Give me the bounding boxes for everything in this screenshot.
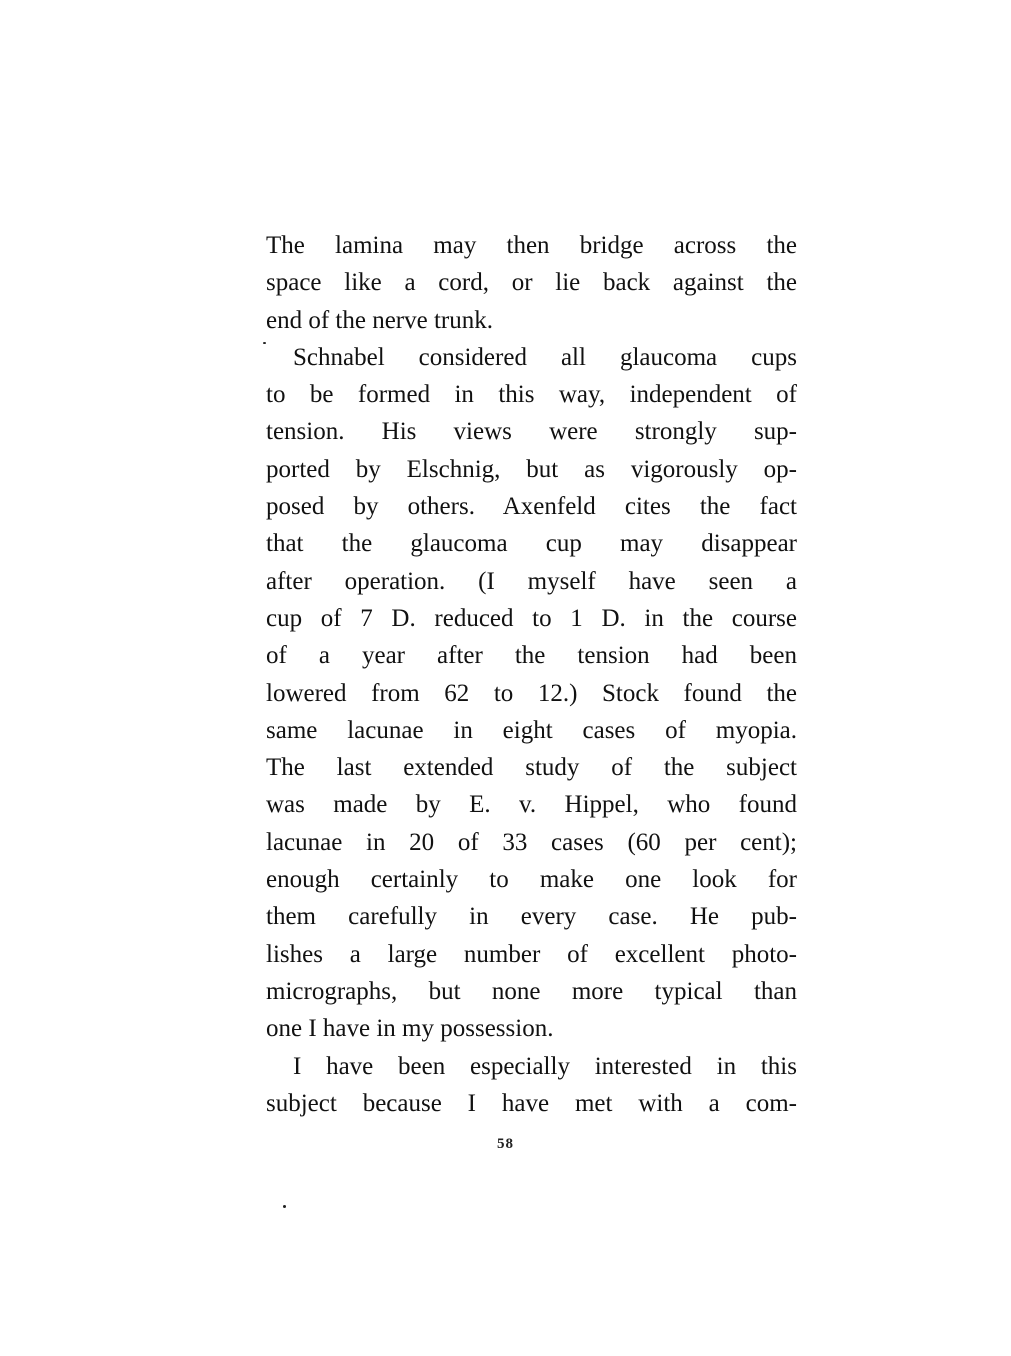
text-line: of a year after the tension had been [266, 642, 797, 670]
text-line: one I have in my possession. [266, 1015, 554, 1043]
text-line: lishes a large number of excellent photo- [266, 940, 797, 968]
text-line: ported by Elschnig, but as vigorously op- [266, 455, 797, 483]
text-line: The lamina may then bridge across the [266, 232, 797, 259]
scan-speck [283, 1205, 286, 1208]
text-line: lowered from 62 to 12.) Stock found the [266, 679, 797, 707]
text-line: was made by E. v. Hippel, who found [266, 791, 797, 819]
text-line: enough certainly to make one look for [266, 866, 797, 894]
body-text [266, 227, 797, 1122]
text-line: space like a cord, or lie back against the [266, 269, 797, 297]
text-line: The last extended study of the subject [266, 754, 797, 782]
text-line: to be formed in this way, independent of [266, 381, 797, 409]
text-line: them carefully in every case. He pub- [266, 903, 797, 931]
page-number: 58 [497, 1136, 514, 1152]
text-line: lacunae in 20 of 33 cases (60 per cent); [266, 828, 797, 856]
text-line: micrographs, but none more typical than [266, 977, 797, 1005]
text-line: after operation. (I myself have seen a [266, 567, 797, 595]
text-line: that the glaucoma cup may disappear [266, 530, 797, 558]
text-line: posed by others. Axenfeld cites the fact [266, 493, 797, 521]
text-line: subject because I have met with a com- [266, 1089, 797, 1117]
text-line: tension. His views were strongly sup- [266, 418, 797, 446]
text-line: end of the nerve trunk. [266, 306, 494, 334]
text-line: cup of 7 D. reduced to 1 D. in the course [266, 604, 797, 632]
text-line: Schnabel considered all glaucoma cups [293, 343, 797, 371]
text-line: I have been especially interested in this [293, 1052, 797, 1080]
text-line: same lacunae in eight cases of myopia. [266, 716, 797, 744]
scan-speck [263, 342, 266, 344]
